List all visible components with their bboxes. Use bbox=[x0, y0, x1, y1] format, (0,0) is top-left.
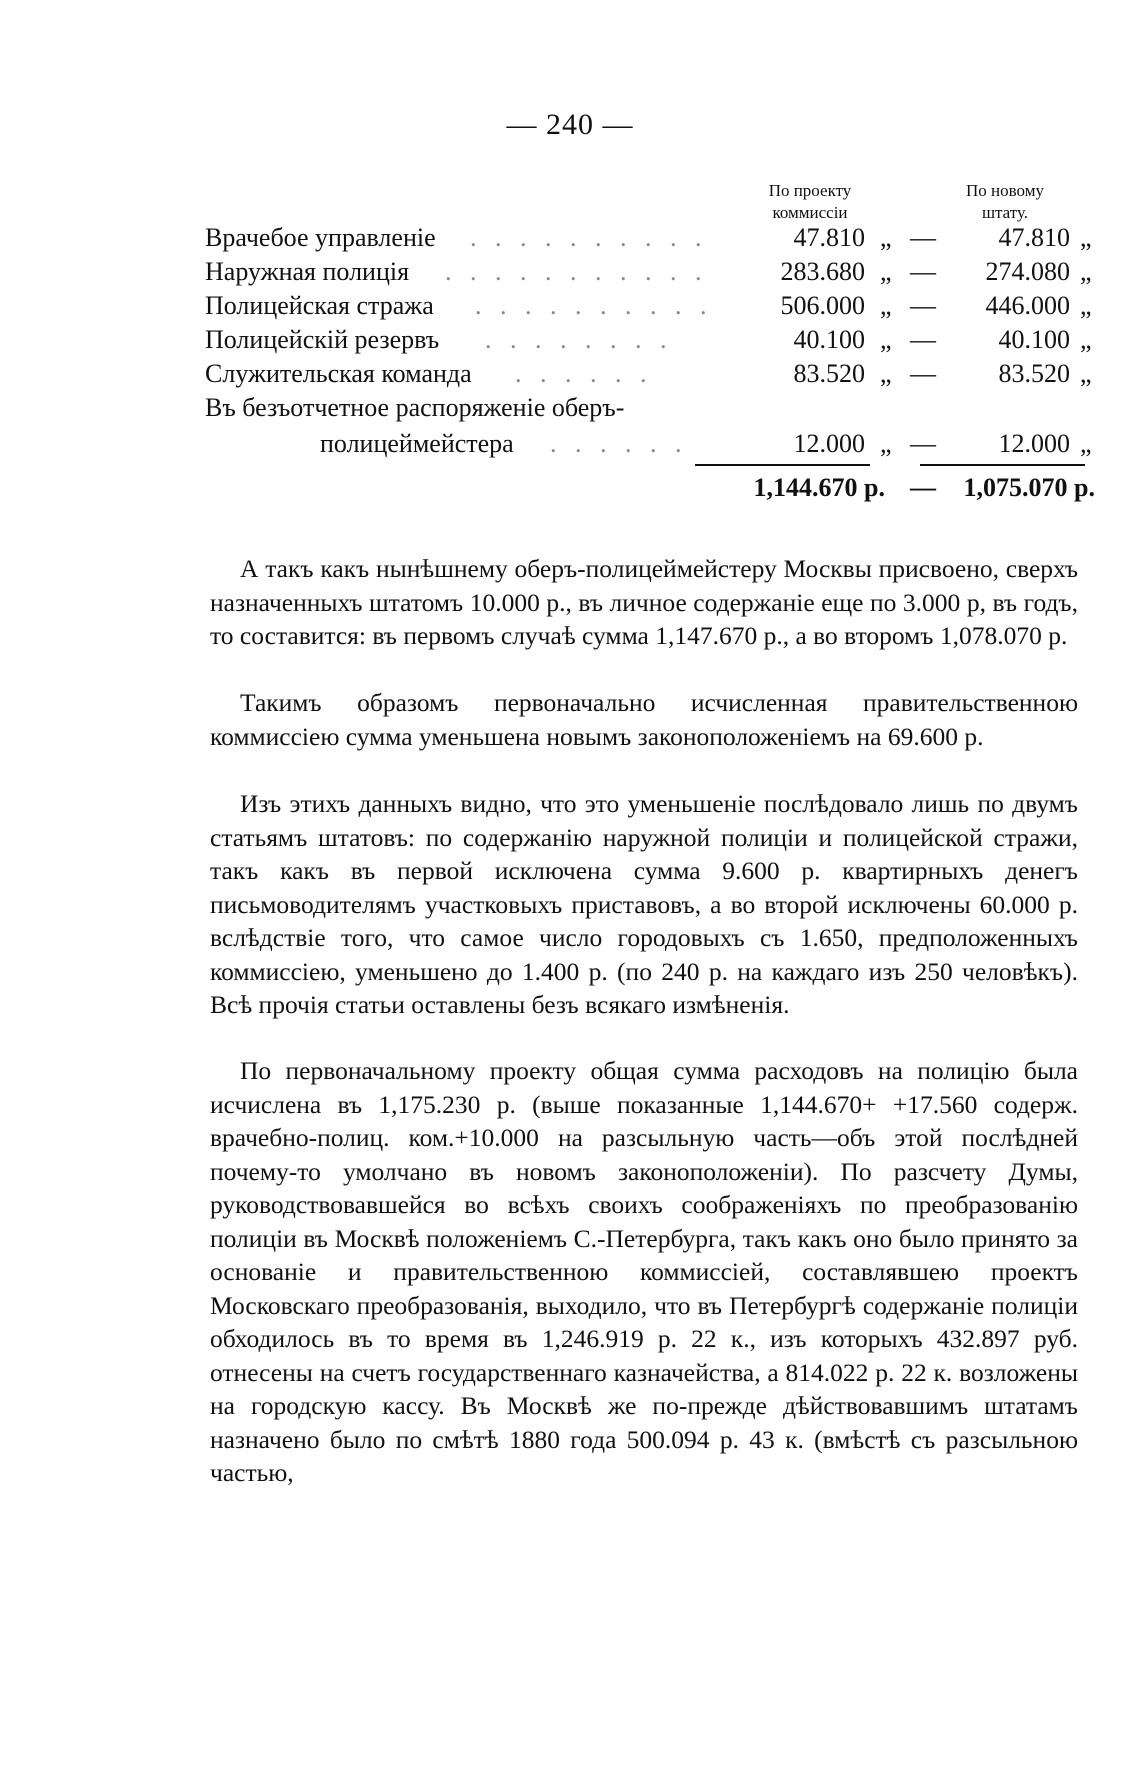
project-value: 283.680 bbox=[780, 257, 865, 286]
leader-dots: . . . . . . bbox=[515, 359, 653, 388]
table-row bbox=[205, 356, 1092, 392]
leader-dots: . . . . . . bbox=[550, 429, 688, 458]
row-label: Полицейская стража bbox=[205, 291, 434, 320]
project-value: 40.100 bbox=[793, 325, 865, 354]
paragraph-2: Такимъ образомъ первоначально исчисленная правительственною коммиссіею сумма уменьшена новымъ законоположеніемъ на 69.600 р. bbox=[210, 688, 1078, 751]
dash: — bbox=[910, 325, 936, 354]
paragraph-1: А такъ какъ нынѣшнему оберъ-полицеймейстеру Москвы присвоено, сверхъ назначенныхъ штатомъ 10.000 р., въ личное содержаніе еще по 3.000 р, въ годъ, то составится: въ первомъ случаѣ сумма 1,147.670 р., а во второмъ 1,078.070 р. bbox=[210, 554, 1078, 650]
dash: — bbox=[910, 359, 936, 388]
unit-marker: „ bbox=[880, 359, 892, 388]
column-header-project-line2: коммиссіи bbox=[772, 203, 848, 222]
leader-dots: . . . . . . . . . . bbox=[470, 223, 708, 252]
unit-marker: „ bbox=[1080, 257, 1092, 286]
new-value: 446.000 bbox=[985, 291, 1070, 320]
column-header-new-line2: штату. bbox=[981, 203, 1029, 222]
dash: — bbox=[910, 223, 936, 252]
table-totals-row bbox=[205, 470, 1095, 506]
total-project: 1,144.670 р. bbox=[753, 473, 885, 502]
row-label: Наружная полиція bbox=[205, 257, 410, 286]
total-new: 1,075.070 р. bbox=[963, 473, 1095, 502]
leader-dots: . . . . . . . . bbox=[485, 325, 673, 354]
unit-marker: „ bbox=[880, 257, 892, 286]
table-row bbox=[205, 322, 1092, 358]
table-row bbox=[205, 426, 1092, 462]
paragraph-4: По первоначальному проекту общая сумма расходовъ на полицію была исчислена въ 1,175.230 р. (выше показанные 1,144.670+ +17.560 содерж. врачебно-полиц. ком.+10.000 на разсыльную часть—объ этой послѣдней почему-то умолчано въ новомъ законоположеніи). По разсчету Думы, руководствовавшейся во всѣхъ своихъ соображеніяхъ по преобразованію полиціи въ Москвѣ положеніемъ С.-Петербурга, такъ какъ оно было принято за основаніе и правительственною коммиссіей, составлявшею проектъ Московскаго преобразованія, выходило, что въ Петербургѣ содержаніе полиціи обходилось въ то время въ 1,246.919 р. 22 к., изъ которыхъ 432.897 руб. отнесены на счетъ государственнаго казначейства, а 814.022 р. 22 к. возложены на городскую кассу. Въ Москвѣ же по-прежде дѣйствовавшимъ штатамъ назначено было по смѣтѣ 1880 года 500.094 р. 43 к. (вмѣстѣ съ разсыльною частью, bbox=[210, 1056, 1078, 1487]
table-row bbox=[205, 288, 1092, 324]
project-value: 12.000 bbox=[793, 429, 865, 458]
page-number: — 240 — bbox=[506, 108, 634, 141]
sum-rule-new bbox=[920, 464, 1085, 466]
dash: — bbox=[910, 473, 936, 502]
unit-marker: „ bbox=[1080, 325, 1092, 354]
row-label-line1: Въ безъотчетное распоряженіе оберъ- bbox=[205, 393, 625, 422]
leader-dots: . . . . . . . . . . . bbox=[445, 257, 708, 286]
row-label: Полицейскій резервъ bbox=[205, 325, 440, 354]
project-value: 47.810 bbox=[793, 223, 865, 252]
column-header-project-line1: По проекту bbox=[768, 181, 852, 200]
unit-marker: „ bbox=[880, 223, 892, 252]
unit-marker: „ bbox=[1080, 359, 1092, 388]
table-row-label-line bbox=[205, 390, 1085, 426]
unit-marker: „ bbox=[880, 429, 892, 458]
column-header-new-line1: По новому bbox=[966, 181, 1044, 200]
dash: — bbox=[910, 257, 936, 286]
unit-marker: „ bbox=[880, 291, 892, 320]
table-row bbox=[205, 220, 1092, 256]
new-value: 40.100 bbox=[998, 325, 1070, 354]
new-value: 12.000 bbox=[998, 429, 1070, 458]
new-value: 83.520 bbox=[998, 359, 1070, 388]
row-label: Врачебое управленіе bbox=[205, 223, 436, 252]
table-row bbox=[205, 254, 1092, 290]
unit-marker: „ bbox=[1080, 429, 1092, 458]
column-header-new bbox=[935, 180, 1075, 224]
unit-marker: „ bbox=[880, 325, 892, 354]
column-header-project bbox=[735, 180, 885, 224]
paragraph-3: Изъ этихъ данныхъ видно, что это уменьшеніе послѣдовало лишь по двумъ статьямъ штатовъ: по содержанію наружной полиціи и полицейской стражи, такъ какъ въ первой исключена сумма 9.600 р. квартирныхъ денегъ письмоводителямъ участковыхъ приставовъ, а во второй исключены 60.000 р. вслѣдствіе того, что самое число городовыхъ съ 1.650, предположенныхъ коммиссіею, уменьшено до 1.400 р. (по 240 р. на каждаго изъ 250 человѣкъ). Всѣ прочія статьи оставлены безъ всякаго измѣненія. bbox=[210, 789, 1078, 1019]
project-value: 506.000 bbox=[780, 291, 865, 320]
sum-rule-project bbox=[695, 464, 870, 466]
leader-dots: . . . . . . . . . . bbox=[475, 291, 713, 320]
unit-marker: „ bbox=[1080, 223, 1092, 252]
project-value: 83.520 bbox=[793, 359, 865, 388]
row-label: Служительская команда bbox=[205, 359, 472, 388]
row-label: полицеймейстера bbox=[320, 429, 514, 458]
unit-marker: „ bbox=[1080, 291, 1092, 320]
new-value: 47.810 bbox=[998, 223, 1070, 252]
dash: — bbox=[910, 429, 936, 458]
dash: — bbox=[910, 291, 936, 320]
new-value: 274.080 bbox=[985, 257, 1070, 286]
